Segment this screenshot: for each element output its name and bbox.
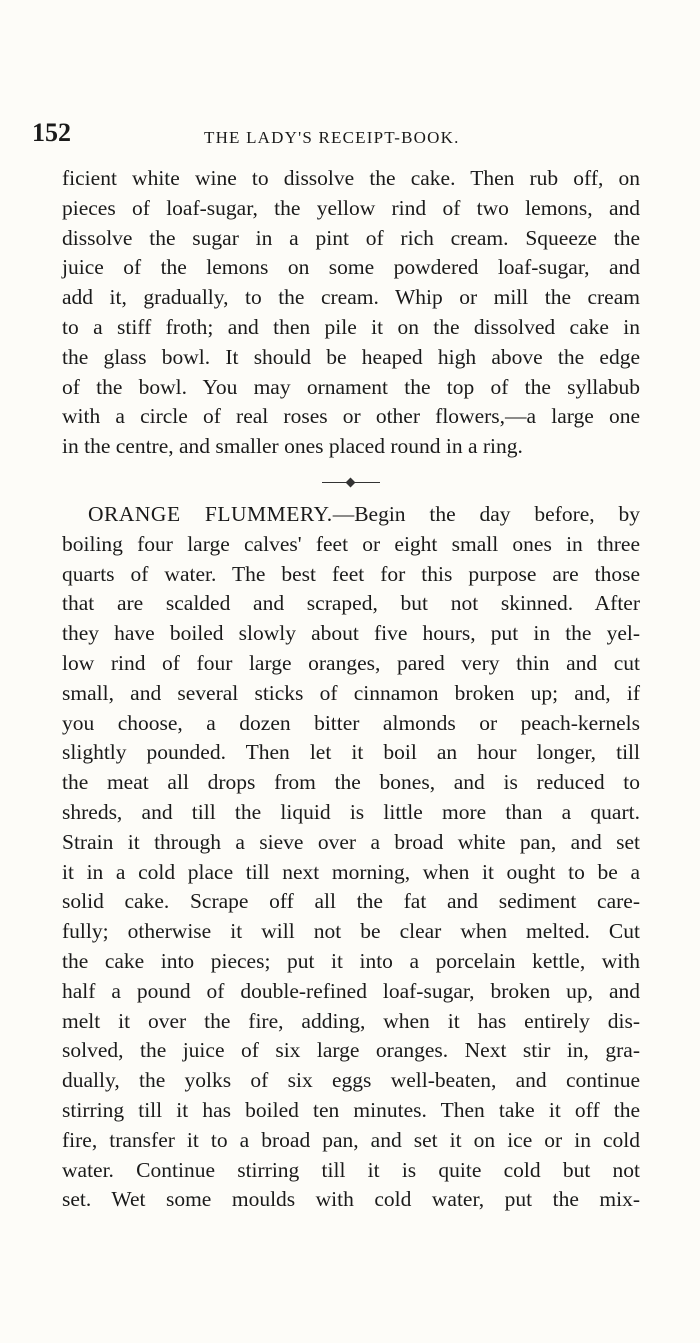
text-line: dually, the yolks of six eggs well-beaten, and continue	[62, 1068, 640, 1093]
text-line: the meat all drops from the bones, and is reduced to	[62, 770, 640, 795]
text-line: you choose, a dozen bitter almonds or peach-kernels	[62, 710, 640, 735]
text-line: of the bowl. You may ornament the top of the syllabub	[62, 374, 640, 399]
text-line: ficient white wine to dissolve the cake. Then rub off, on	[62, 166, 640, 190]
text-line: half a pound of double-refined loaf-sugar, broken up, and	[62, 978, 640, 1003]
text-line: with a circle of real roses or other flowers,—a large one	[62, 404, 640, 429]
text-line: melt it over the fire, adding, when it has entirely dis-	[62, 1008, 640, 1033]
text-line: it in a cold place till next morning, when it ought to be a	[62, 859, 640, 884]
text-line: small, and several sticks of cinnamon broken up; and, if	[62, 680, 640, 705]
text-line: the cake into pieces; put it into a porcelain kettle, with	[62, 948, 640, 973]
page-number: 152	[32, 118, 71, 147]
text-line: they have boiled slowly about five hours, put in the yel-	[62, 621, 640, 646]
text-line: dissolve the sugar in a pint of rich cream. Squeeze the	[62, 225, 640, 250]
text-line: pieces of loaf-sugar, the yellow rind of two lemons, and	[62, 195, 640, 220]
running-title: THE LADY'S RECEIPT-BOOK.	[204, 128, 460, 147]
paragraph-orange-flummery	[62, 500, 640, 1215]
section-divider	[322, 478, 380, 488]
text-line: set. Wet some moulds with cold water, put the mix-	[62, 1187, 640, 1212]
text-line: juice of the lemons on some powdered loaf-sugar, and	[62, 255, 640, 280]
paragraph-syllabub-continued	[62, 164, 640, 462]
recipe-heading: ORANGE FLUMMERY.	[88, 502, 333, 526]
text-line: fire, transfer it to a broad pan, and set it on ice or in cold	[62, 1127, 640, 1152]
text-line: solid cake. Scrape off all the fat and sediment care-	[62, 889, 640, 914]
divider-ornament-icon	[346, 478, 356, 488]
text-line: to a stiff froth; and then pile it on the dissolved cake in	[62, 314, 640, 339]
text-line: low rind of four large oranges, pared very thin and cut	[62, 650, 640, 675]
first-line-text: —Begin the day before, by	[332, 502, 640, 526]
text-line: the glass bowl. It should be heaped high above the edge	[62, 344, 640, 369]
text-line-first	[62, 500, 640, 530]
text-line: Strain it through a sieve over a broad white pan, and set	[62, 829, 640, 854]
text-line: quarts of water. The best feet for this purpose are those	[62, 561, 640, 586]
text-line: that are scalded and scraped, but not skinned. After	[62, 591, 640, 616]
text-line: boiling four large calves' feet or eight small ones in three	[62, 531, 640, 556]
text-line: solved, the juice of six large oranges. Next stir in, gra-	[62, 1038, 640, 1063]
text-line: shreds, and till the liquid is little more than a quart.	[62, 799, 640, 824]
text-line: water. Continue stirring till it is quite cold but not	[62, 1157, 640, 1182]
text-line: fully; otherwise it will not be clear when melted. Cut	[62, 919, 640, 944]
text-line: add it, gradually, to the cream. Whip or mill the cream	[62, 285, 640, 310]
text-line: in the centre, and smaller ones placed round in a ring.	[62, 434, 523, 459]
text-line: slightly pounded. Then let it boil an hour longer, till	[62, 740, 640, 765]
text-line: stirring till it has boiled ten minutes. Then take it off the	[62, 1097, 640, 1122]
